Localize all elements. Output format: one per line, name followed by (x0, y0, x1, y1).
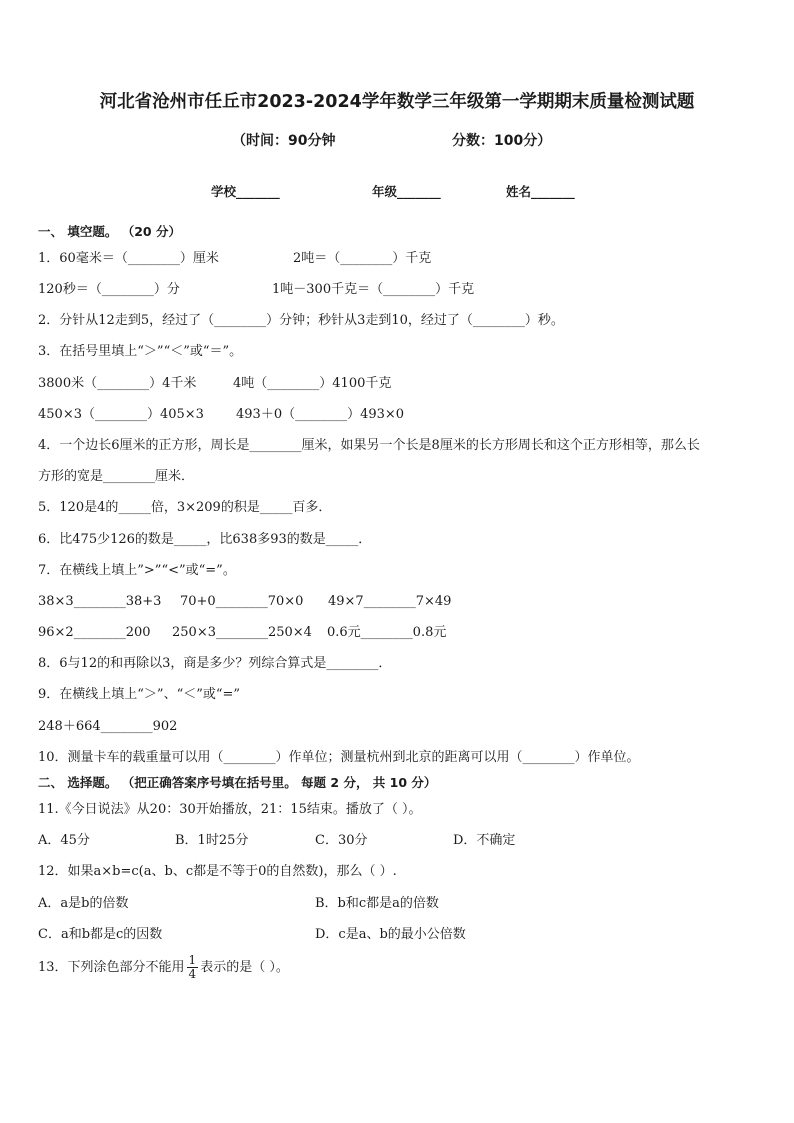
question-7f: 0.6元________0.8元 (327, 625, 447, 640)
question-1c: 120秒＝（________）分 (38, 282, 180, 297)
question-7a: 38×3________38+3 (38, 594, 162, 609)
option-12a: A．a是b的倍数 (38, 896, 129, 911)
question-3d: 493＋0（________）493×0 (236, 407, 405, 422)
school-field[interactable]: 学校_______ (211, 184, 280, 199)
option-12b: B．b和c都是a的倍数 (315, 896, 439, 911)
fraction-numerator: 1 (188, 953, 197, 967)
question-4-line1: 4．一个边长6厘米的正方形，周长是________厘米，如果另一个长是8厘米的长方形周长和这个正方形相等，那么长 (38, 438, 700, 453)
fraction-denominator: 4 (188, 967, 197, 981)
question-3b: 4吨（________）4100千克 (233, 376, 392, 391)
question-5: 5．120是4的_____倍，3×209的积是_____百多． (38, 500, 332, 515)
option-11a: A．45分 (38, 833, 90, 848)
question-3: 3．在括号里填上“＞”“＜”或“＝”。 (38, 344, 243, 359)
question-1b: 2吨＝（________）千克 (293, 251, 432, 266)
question-7e: 250×3________250×4 (172, 625, 312, 640)
option-12d: D．c是a、b的最小公倍数 (315, 927, 466, 942)
section-2-heading: 二、 选择题。 （把正确答案序号填在括号里。 每题 2 分， 共 10 分） (38, 775, 437, 790)
question-2: 2．分针从12走到5，经过了（________）分钟；秒针从3走到10，经过了（________）秒。 (38, 313, 564, 328)
question-3a: 3800米（________）4千米 (38, 376, 197, 391)
question-4-line2: 方形的宽是________厘米． (38, 469, 195, 484)
section-1-heading: 一、 填空题。 （20 分） (38, 224, 181, 239)
score-label: 分数：100分） (452, 133, 552, 149)
question-1a: 1．60毫米＝（________）厘米 (38, 251, 219, 266)
grade-field[interactable]: 年级_______ (372, 184, 441, 199)
question-13 (38, 953, 289, 983)
question-6: 6．比475少126的数是_____，比638多93的数是_____． (38, 532, 372, 547)
question-10: 10．测量卡车的载重量可以用（________）作单位；测量杭州到北京的距离可以用（________）作单位。 (38, 750, 640, 765)
question-13-suffix: 表示的是（ ）。 (200, 960, 289, 975)
question-7c: 49×7________7×49 (328, 594, 452, 609)
question-7: 7．在横线上填上”>”“<”或“=”。 (38, 563, 236, 578)
question-8: 8．6与12的和再除以3，商是多少？列综合算式是________． (38, 656, 392, 671)
question-1d: 1吨－300千克＝（________）千克 (272, 282, 475, 297)
question-7d: 96×2________200 (38, 625, 151, 640)
question-9: 9．在横线上填上“＞”、“＜”或“=” (38, 687, 241, 702)
option-11b: B．1时25分 (175, 833, 249, 848)
question-9a: 248＋664________902 (38, 719, 178, 734)
question-12: 12．如果a×b=c(a、b、c都是不等于0的自然数)，那么（ ）. (38, 864, 397, 879)
question-7b: 70+0________70×0 (180, 594, 304, 609)
option-11d: D．不确定 (453, 833, 516, 848)
question-3c: 450×3（________）405×3 (38, 407, 204, 422)
question-11: 11.《今日说法》从20：30开始播放，21：15结束。播放了（ ）。 (38, 802, 422, 817)
question-13-prefix: 13．下列涂色部分不能用 (38, 960, 185, 975)
name-field[interactable]: 姓名_______ (506, 184, 575, 199)
time-label: （时间：90分钟 (232, 133, 336, 149)
option-12c: C．a和b都是c的因数 (38, 927, 163, 942)
page-title: 河北省沧州市任丘市2023-2024学年数学三年级第一学期期末质量检测试题 (99, 92, 695, 112)
fraction-one-quarter (187, 954, 199, 981)
option-11c: C．30分 (315, 833, 368, 848)
